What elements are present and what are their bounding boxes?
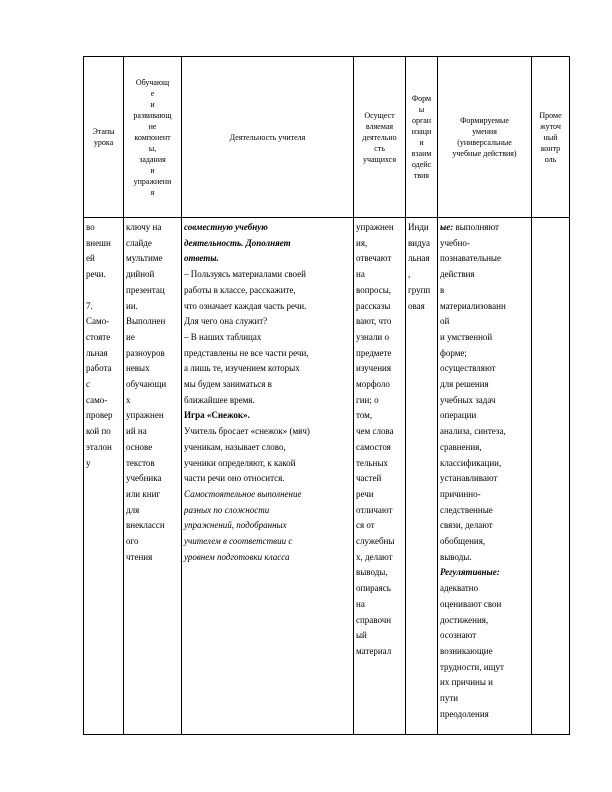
stages-cell: во внешн ей речи. 7. Само- стояте льная работа с само- провер кой по эталон у (84, 218, 124, 735)
header-ud: Формируемые умения (универсальные учебные действия) (438, 57, 532, 218)
lesson-plan-table (83, 56, 570, 735)
header-forms: Форм ы орган изаци и взаим одейс твия (406, 57, 438, 218)
header-teacher: Деятельность учителя (182, 57, 354, 218)
header-row (84, 57, 570, 218)
header-stages: Этапы урока (84, 57, 124, 218)
header-students: Осущест вляемая деятельно сть учащихся (354, 57, 406, 218)
content-cell: ключу на слайде мультиме дийной презентац ии. Выполнен ие разноуров невых обучающи х упражнен ий на основе текстов учебника или книг для внеклассн ого чтения (124, 218, 182, 735)
teacher-cell: совместную учебную деятельность. Дополняет ответы. – Пользуясь материалами своей работы в классе, расскажите, что означает каждая часть речи. Для чего она служит? – В наших таблицах представлены не все части речи, а лишь те, изучением которых мы будем заниматься в ближайшее время. Игра «Снежок». Учитель бросает «снежок» (мяч) ученикам, называет слово, ученики определяют, к какой части речи оно относится. Самостоятельное выполнение разных по сложности упражнений, подобранных учителем в соответствии с уровнем подготовки класса (182, 218, 354, 735)
students-cell: упражнен ия, отвечают на вопросы, рассказы вают, что узнали о предмете изучения морфоло гии; о том, чем слова самостоя тельных частей речи отличают ся от служебны х, делают выводы, опираясь на справочн ый материал (354, 218, 406, 735)
forms-cell: Инди видуа льная , групп овая (406, 218, 438, 735)
header-control: Проме жуточ ный контр оль (532, 57, 570, 218)
control-cell (532, 218, 570, 735)
ud-cell: ые: выполняют учебно- познавательные действия в материализованн ой и умственной форме; осуществляют для решения учебных задач операции анализа, синтеза, сравнения, классификации, устанавливают причинно- следственные связи, делают обобщения, выводы. Регулятивные: адекватно оценивают свои достижения, осознают возникающие трудности, ищут их причины и пути преодоления (438, 218, 532, 735)
header-content: Обучающ е и развивающ ие компонент ы, задания и упражнени я (124, 57, 182, 218)
content-row (84, 218, 570, 735)
